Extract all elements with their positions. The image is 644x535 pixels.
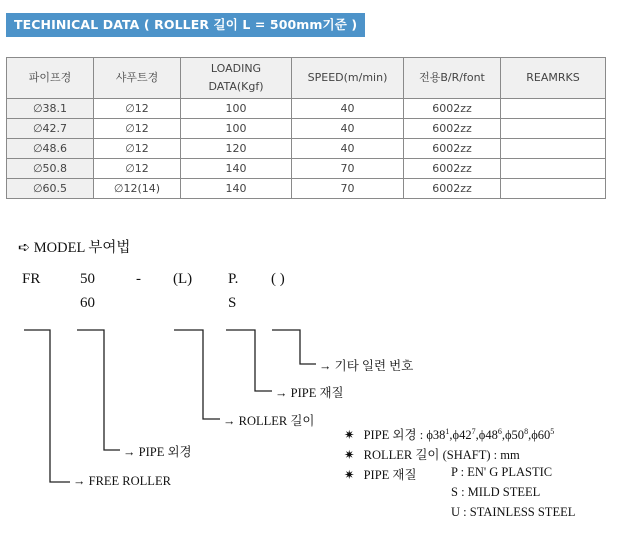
code-length: (L): [173, 271, 193, 287]
cell-shaft: ∅12: [94, 99, 181, 119]
header-remarks: REAMRKS: [501, 58, 606, 99]
line-etc: [272, 330, 316, 364]
header-loading-line2: DATA(Kgf): [208, 80, 264, 93]
code-fr: FR: [22, 271, 41, 287]
cell-loading: 120: [181, 139, 292, 159]
cell-speed: 40: [292, 119, 404, 139]
code-diameter-60: 60: [80, 295, 95, 311]
asterisk-icon: ✷: [344, 448, 355, 462]
code-material-s: S: [228, 295, 237, 311]
material-plastic: P : EN' G PLASTIC: [451, 465, 553, 479]
diameter-value: $\phi 42^7$,: [452, 426, 479, 442]
code-material-p: P.: [228, 271, 239, 287]
cell-bearing: 6002zz: [404, 179, 501, 199]
cell-loading: 140: [181, 179, 292, 199]
code-diameter-50: 50: [80, 271, 95, 287]
diameter-value: $\phi 38^1$,: [426, 426, 453, 442]
arrow-icon: →: [123, 445, 136, 459]
note-pipe-diameter-label: PIPE 외경 :: [363, 428, 424, 442]
header-shaft-diameter: 샤푸트경: [94, 58, 181, 99]
label-free-roller: [73, 474, 171, 489]
note-roller-length: [344, 445, 520, 463]
line-free-roller: [24, 330, 70, 482]
header-speed: SPEED(m/min): [292, 58, 404, 99]
line-roller-length: [174, 330, 220, 419]
material-stainless-steel: U : STAINLESS STEEL: [451, 505, 576, 519]
cell-loading: 100: [181, 99, 292, 119]
arrow-icon: →: [73, 474, 86, 488]
label-free-roller-text: FREE ROLLER: [88, 474, 171, 488]
cell-pipe: ∅60.5: [7, 179, 94, 199]
cell-speed: 40: [292, 99, 404, 119]
note-pipe-diameter: [344, 425, 554, 443]
cell-speed: 70: [292, 159, 404, 179]
material-mild-steel: S : MILD STEEL: [451, 485, 541, 499]
section-title: TECHINICAL DATA ( ROLLER 길이 L = 500mm기준 ): [6, 13, 365, 37]
cell-shaft: ∅12: [94, 159, 181, 179]
label-pipe-material: [275, 383, 344, 401]
header-loading-line1: LOADING: [210, 62, 262, 75]
arrow-icon: →: [223, 414, 236, 428]
model-heading: ➪ MODEL 부여법: [18, 240, 131, 256]
cell-loading: 100: [181, 119, 292, 139]
diameter-value: $\phi 60^5$: [531, 426, 555, 442]
diameter-value: $\phi 50^8$,: [504, 426, 532, 442]
label-etc-serial-text: 기타 일련 번호: [334, 359, 414, 373]
label-etc-serial: [319, 356, 413, 374]
cell-shaft: ∅12: [94, 119, 181, 139]
cell-speed: 40: [292, 139, 404, 159]
note-pipe-material-label: PIPE 재질: [363, 468, 417, 482]
cell-speed: 70: [292, 179, 404, 199]
cell-pipe: ∅42.7: [7, 119, 94, 139]
label-roller-length: [223, 411, 315, 429]
cell-bearing: 6002zz: [404, 119, 501, 139]
line-pipe-diameter: [77, 330, 120, 450]
cell-bearing: 6002zz: [404, 159, 501, 179]
note-pipe-material: [344, 465, 417, 483]
cell-shaft: ∅12(14): [94, 179, 181, 199]
code-etc: ( ): [271, 271, 285, 287]
label-roller-length-text: ROLLER 길이: [238, 414, 315, 428]
line-pipe-material: [226, 330, 272, 391]
cell-pipe: ∅50.8: [7, 159, 94, 179]
cell-pipe: ∅48.6: [7, 139, 94, 159]
header-pipe-diameter: 파이프경: [7, 58, 94, 99]
header-bearing: 전용B/R/font: [404, 58, 501, 99]
code-dash: -: [136, 271, 141, 287]
label-pipe-material-text: PIPE 재질: [290, 386, 344, 400]
diameter-value: $\phi 48^6$,: [478, 426, 505, 442]
cell-bearing: 6002zz: [404, 139, 501, 159]
asterisk-icon: ✷: [344, 468, 355, 482]
cell-loading: 140: [181, 159, 292, 179]
label-pipe-diameter: [123, 442, 192, 460]
label-pipe-diameter-text: PIPE 외경: [138, 445, 192, 459]
arrow-icon: →: [275, 386, 288, 400]
cell-bearing: 6002zz: [404, 99, 501, 119]
note-roller-length-text: ROLLER 길이 (SHAFT) : mm: [363, 448, 520, 462]
asterisk-icon: ✷: [344, 428, 355, 442]
cell-shaft: ∅12: [94, 139, 181, 159]
cell-pipe: ∅38.1: [7, 99, 94, 119]
arrow-icon: →: [319, 359, 332, 373]
